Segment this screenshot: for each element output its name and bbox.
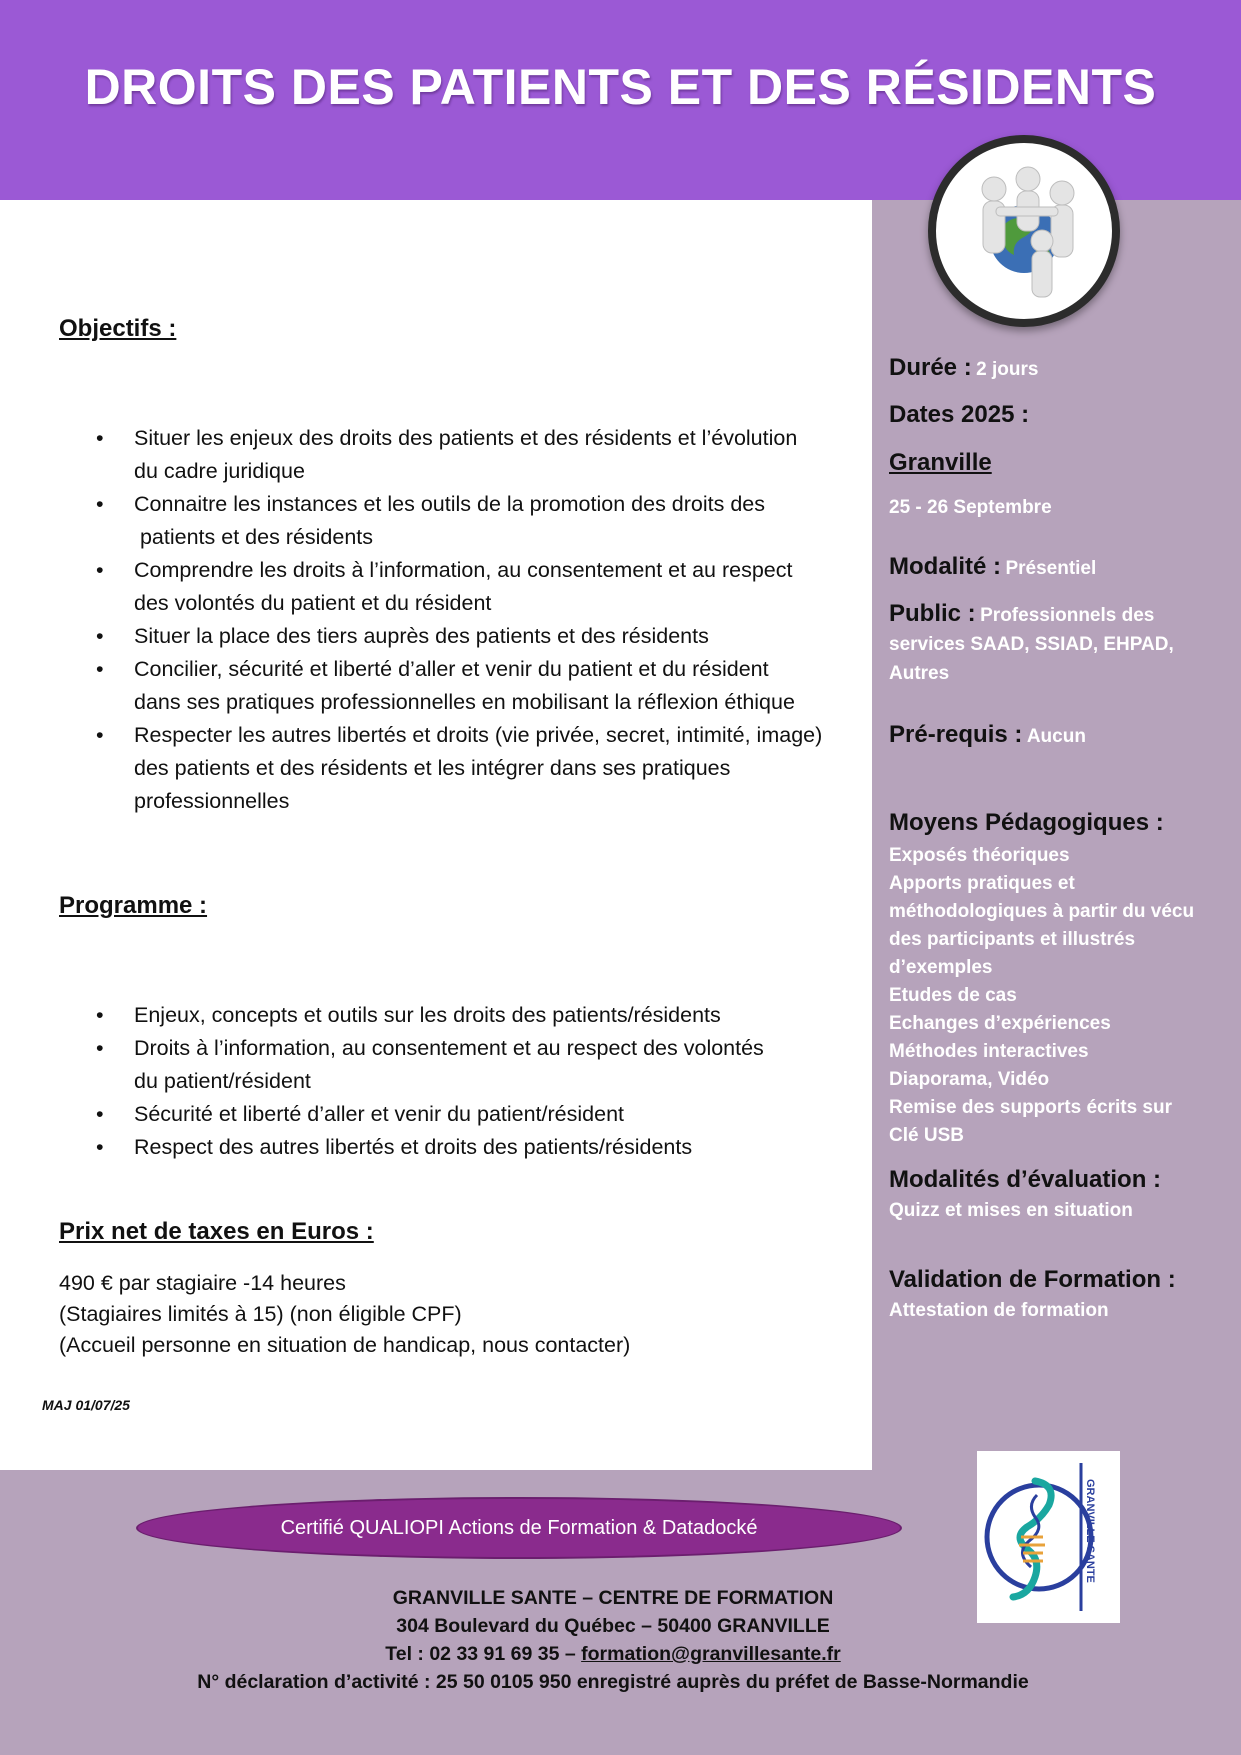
list-item: • Comprendre les droits à l’information, au consentement et au respect des volontés du patient et du résident <box>92 554 882 620</box>
modalite-value: Présentiel <box>1005 558 1097 579</box>
qualiopi-badge: Certifié QUALIOPI Actions de Formation & Datadocké <box>136 1497 902 1559</box>
list-item: Diaporama, Vidéo <box>889 1069 1050 1090</box>
objectifs-list <box>92 422 882 818</box>
page-title: DROITS DES PATIENTS ET DES RÉSIDENTS <box>84 59 1157 115</box>
prix-line: 490 € par stagiaire -14 heures <box>59 1271 346 1295</box>
dates-value: 25 - 26 Septembre <box>889 497 1052 518</box>
list-item: Apports pratiques et <box>889 873 1075 894</box>
email-link[interactable]: formation@granvillesante.fr <box>581 1643 841 1665</box>
public-value-1: Professionnels des <box>980 605 1155 626</box>
public-value-3: Autres <box>889 663 950 684</box>
public-value-2: services SAAD, SSIAD, EHPAD, <box>889 634 1174 655</box>
organization-address: 304 Boulevard du Québec – 50400 GRANVILLE <box>396 1615 830 1637</box>
moyens-label: Moyens Pédagogiques : <box>889 809 1164 836</box>
list-item: • Concilier, sécurité et liberté d’aller et venir du patient et du résident dans ses pratiques professionnelles en mobilisant la réflexion éthique <box>92 653 882 719</box>
contact-line <box>0 1640 1226 1668</box>
ville-label: Granville <box>889 449 992 476</box>
objectifs-heading: Objectifs : <box>59 315 177 342</box>
evaluation-value: Quizz et mises en situation <box>889 1200 1133 1221</box>
declaration-line: N° déclaration d’activité : 25 50 0105 950 enregistré auprès du préfet de Basse-Normandie <box>197 1671 1029 1693</box>
duree-label: Durée : <box>889 354 972 381</box>
organization-name: GRANVILLE SANTE – CENTRE DE FORMATION <box>392 1587 834 1609</box>
list-item: • Sécurité et liberté d’aller et venir du patient/résident <box>92 1098 882 1131</box>
people-globe-illustration <box>928 135 1120 327</box>
list-item: des participants et illustrés <box>889 929 1136 950</box>
logo-wordmark: GRANVILLE SANTE <box>1084 1479 1096 1583</box>
people-globe-icon <box>936 143 1112 319</box>
moyens-list <box>889 842 1234 1150</box>
list-item: • Situer la place des tiers auprès des patients et des résidents <box>92 620 882 653</box>
list-item: Clé USB <box>889 1125 964 1146</box>
public-label: Public : <box>889 600 976 627</box>
prix-details <box>59 1268 630 1361</box>
dates-label: Dates 2025 : <box>889 401 1030 428</box>
duree-row <box>889 354 1234 382</box>
stagiaires-line: (Stagiaires limités à 15) (non éligible CPF) <box>59 1302 462 1326</box>
programme-list <box>92 999 882 1164</box>
duree-value: 2 jours <box>976 359 1039 380</box>
list-item: • Enjeux, concepts et outils sur les droits des patients/résidents <box>92 999 882 1032</box>
accueil-line: (Accueil personne en situation de handicap, nous contacter) <box>59 1333 631 1357</box>
list-item: • Respecter les autres libertés et droits (vie privée, secret, intimité, image) des patients et des résidents et les intégrer dans ses pratiques professionnelles <box>92 719 882 818</box>
validation-value: Attestation de formation <box>889 1300 1109 1321</box>
list-item: Etudes de cas <box>889 985 1017 1006</box>
prerequis-label: Pré-requis : <box>889 721 1023 748</box>
list-item: méthodologiques à partir du vécu <box>889 901 1195 922</box>
list-item: • Connaitre les instances et les outils de la promotion des droits des patients et des résidents <box>92 488 882 554</box>
phone-text: Tel : 02 33 91 69 35 – <box>385 1643 582 1665</box>
modalite-row <box>889 553 1234 581</box>
list-item: Echanges d’expériences <box>889 1013 1111 1034</box>
prerequis-row <box>889 721 1234 749</box>
prix-heading: Prix net de taxes en Euros : <box>59 1218 374 1245</box>
list-item: Remise des supports écrits sur <box>889 1097 1172 1118</box>
modalite-label: Modalité : <box>889 553 1001 580</box>
list-item: Méthodes interactives <box>889 1041 1089 1062</box>
list-item: d’exemples <box>889 957 993 978</box>
list-item: • Situer les enjeux des droits des patients et des résidents et l’évolution du cadre juridique <box>92 422 882 488</box>
update-date: MAJ 01/07/25 <box>42 1397 130 1413</box>
list-item: • Droits à l’information, au consentement et au respect des volontés du patient/résident <box>92 1032 882 1098</box>
evaluation-label: Modalités d’évaluation : <box>889 1166 1162 1193</box>
prerequis-value: Aucun <box>1026 726 1086 747</box>
validation-label: Validation de Formation : <box>889 1266 1176 1293</box>
footer-contact <box>0 1584 1226 1696</box>
public-row <box>889 600 1234 689</box>
list-item: Exposés théoriques <box>889 845 1070 866</box>
programme-heading: Programme : <box>59 892 208 919</box>
list-item: • Respect des autres libertés et droits des patients/résidents <box>92 1131 882 1164</box>
